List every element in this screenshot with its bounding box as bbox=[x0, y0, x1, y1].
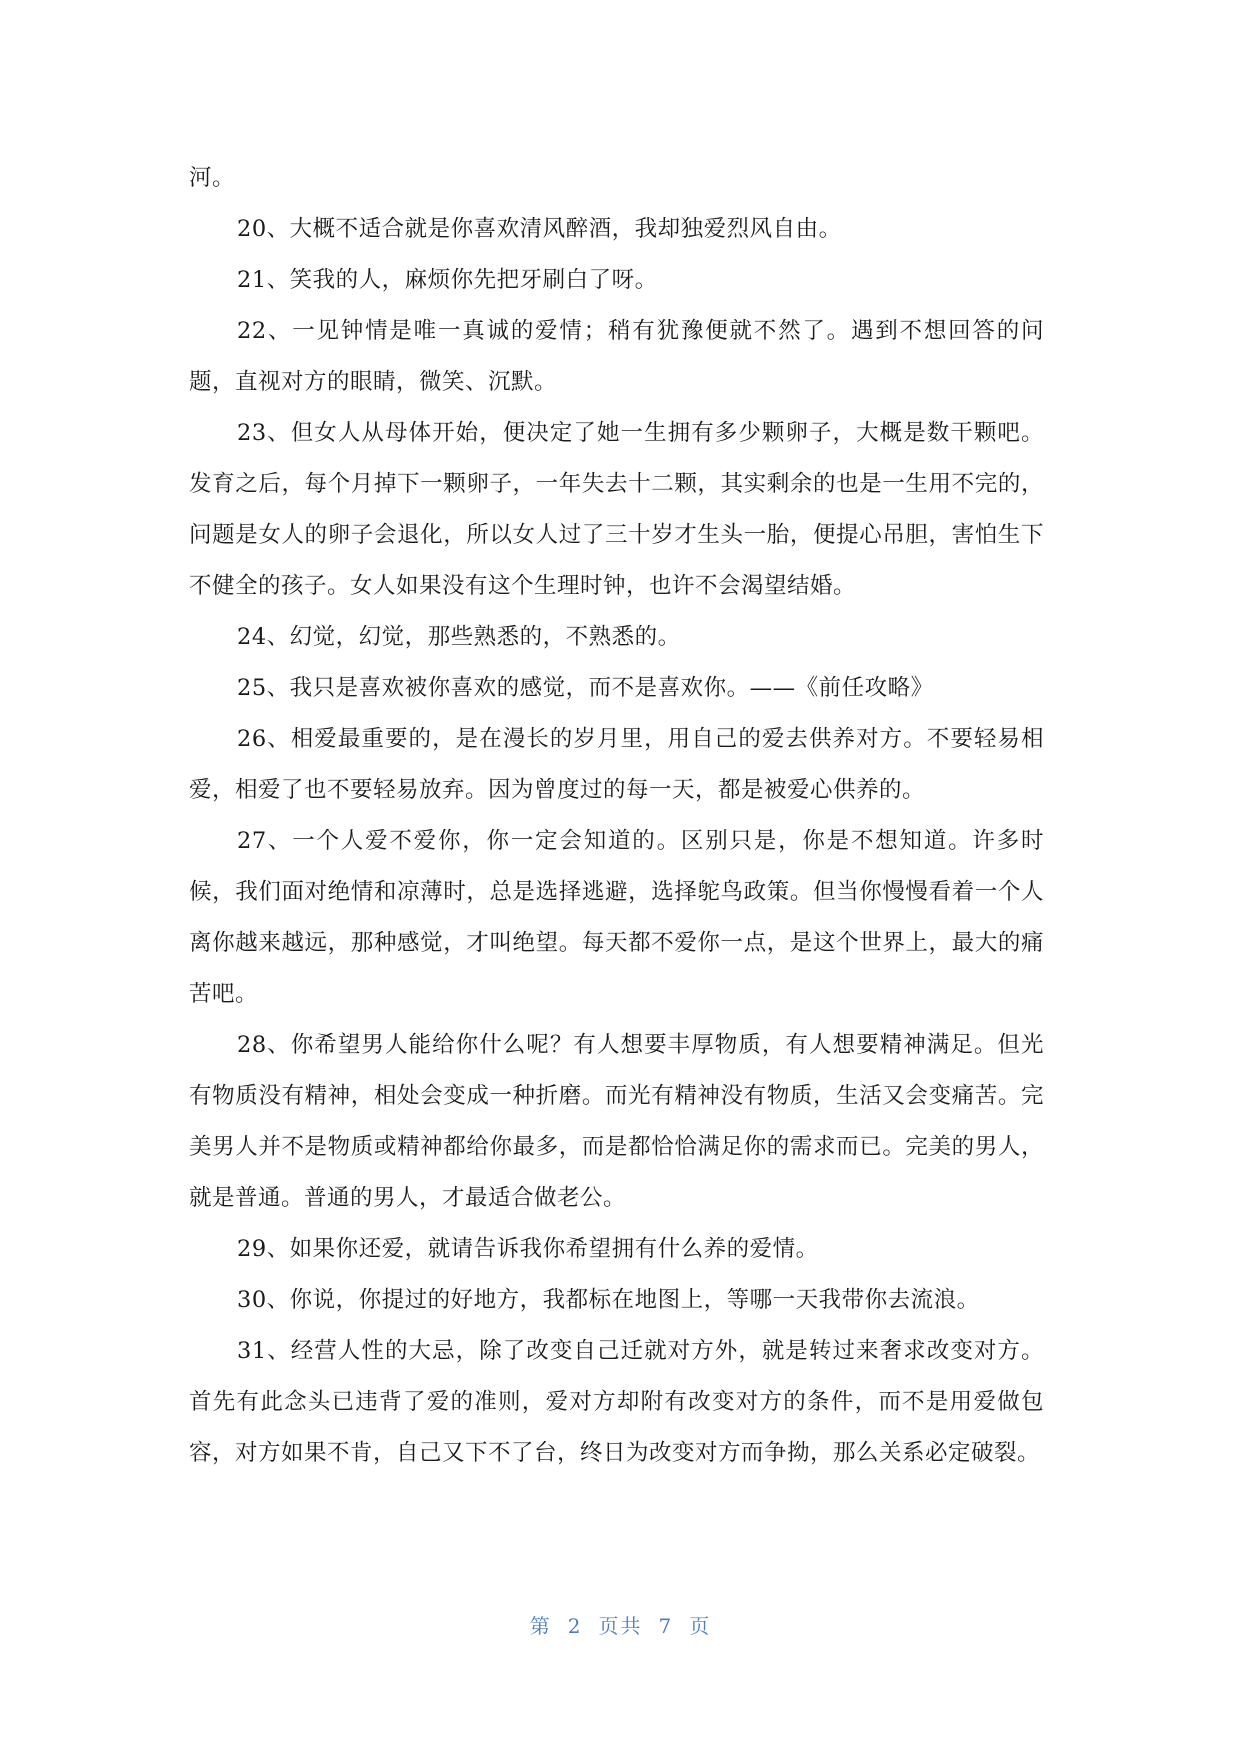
paragraph: 31、经营人性的大忌，除了改变自己迁就对方外，就是转过来奢求改变对方。首先有此念头已违背了爱的准则，爱对方却附有改变对方的条件，而不是用爱做包容，对方如果不肯，自己又下不了台，终日为改变对方而争拗，那么关系必定破裂。 bbox=[189, 1338, 1044, 1466]
document-body bbox=[189, 153, 1044, 1479]
paragraph: 20、大概不适合就是你喜欢清风醉酒，我却独爱烈风自由。 bbox=[237, 216, 842, 242]
paragraph: 22、一见钟情是唯一真诚的爱情；稍有犹豫便就不然了。遇到不想回答的问题，直视对方的眼睛，微笑、沉默。 bbox=[189, 318, 1044, 395]
footer-page-label: 第 bbox=[529, 1614, 552, 1638]
footer-page-end-label: 页 bbox=[689, 1614, 712, 1638]
paragraph: 24、幻觉，幻觉，那些熟悉的，不熟悉的。 bbox=[237, 624, 681, 650]
paragraph: 27、一个人爱不爱你，你一定会知道的。区别只是，你是不想知道。许多时候，我们面对绝情和凉薄时，总是选择逃避，选择鸵鸟政策。但当你慢慢看着一个人离你越来越远，那种感觉，才叫绝望。每天都不爱你一点，是这个世界上，最大的痛苦吧。 bbox=[189, 828, 1044, 1007]
paragraph: 23、但女人从母体开始，便决定了她一生拥有多少颗卵子，大概是数干颗吧。发育之后，每个月掉下一颗卵子，一年失去十二颗，其实剩余的也是一生用不完的，问题是女人的卵子会退化，所以女人过了三十岁才生头一胎，便提心吊胆，害怕生下不健全的孩子。女人如果没有这个生理时钟，也许不会渴望结婚。 bbox=[189, 420, 1044, 599]
paragraph: 21、笑我的人，麻烦你先把牙刷白了呀。 bbox=[237, 267, 658, 293]
page-footer bbox=[0, 1610, 1241, 1639]
paragraph: 28、你希望男人能给你什么呢？有人想要丰厚物质，有人想要精神满足。但光有物质没有精神，相处会变成一种折磨。而光有精神没有物质，生活又会变痛苦。完美男人并不是物质或精神都给你最多，而是都恰恰满足你的需求而已。完美的男人，就是普通。普通的男人，才最适合做老公。 bbox=[189, 1032, 1044, 1211]
paragraph: 25、我只是喜欢被你喜欢的感觉，而不是喜欢你。——《前任攻略》 bbox=[237, 675, 934, 701]
paragraph: 河。 bbox=[189, 165, 236, 191]
footer-current-page: 2 bbox=[567, 1614, 583, 1638]
paragraph: 26、相爱最重要的，是在漫长的岁月里，用自己的爱去供养对方。不要轻易相爱，相爱了也不要轻易放弃。因为曾度过的每一天，都是被爱心供养的。 bbox=[189, 726, 1044, 803]
footer-of-label: 页共 bbox=[598, 1614, 643, 1638]
footer-total-pages: 7 bbox=[658, 1614, 674, 1638]
paragraph: 29、如果你还爱，就请告诉我你希望拥有什么养的爱情。 bbox=[237, 1236, 819, 1262]
paragraph: 30、你说，你提过的好地方，我都标在地图上，等哪一天我带你去流浪。 bbox=[237, 1287, 980, 1313]
